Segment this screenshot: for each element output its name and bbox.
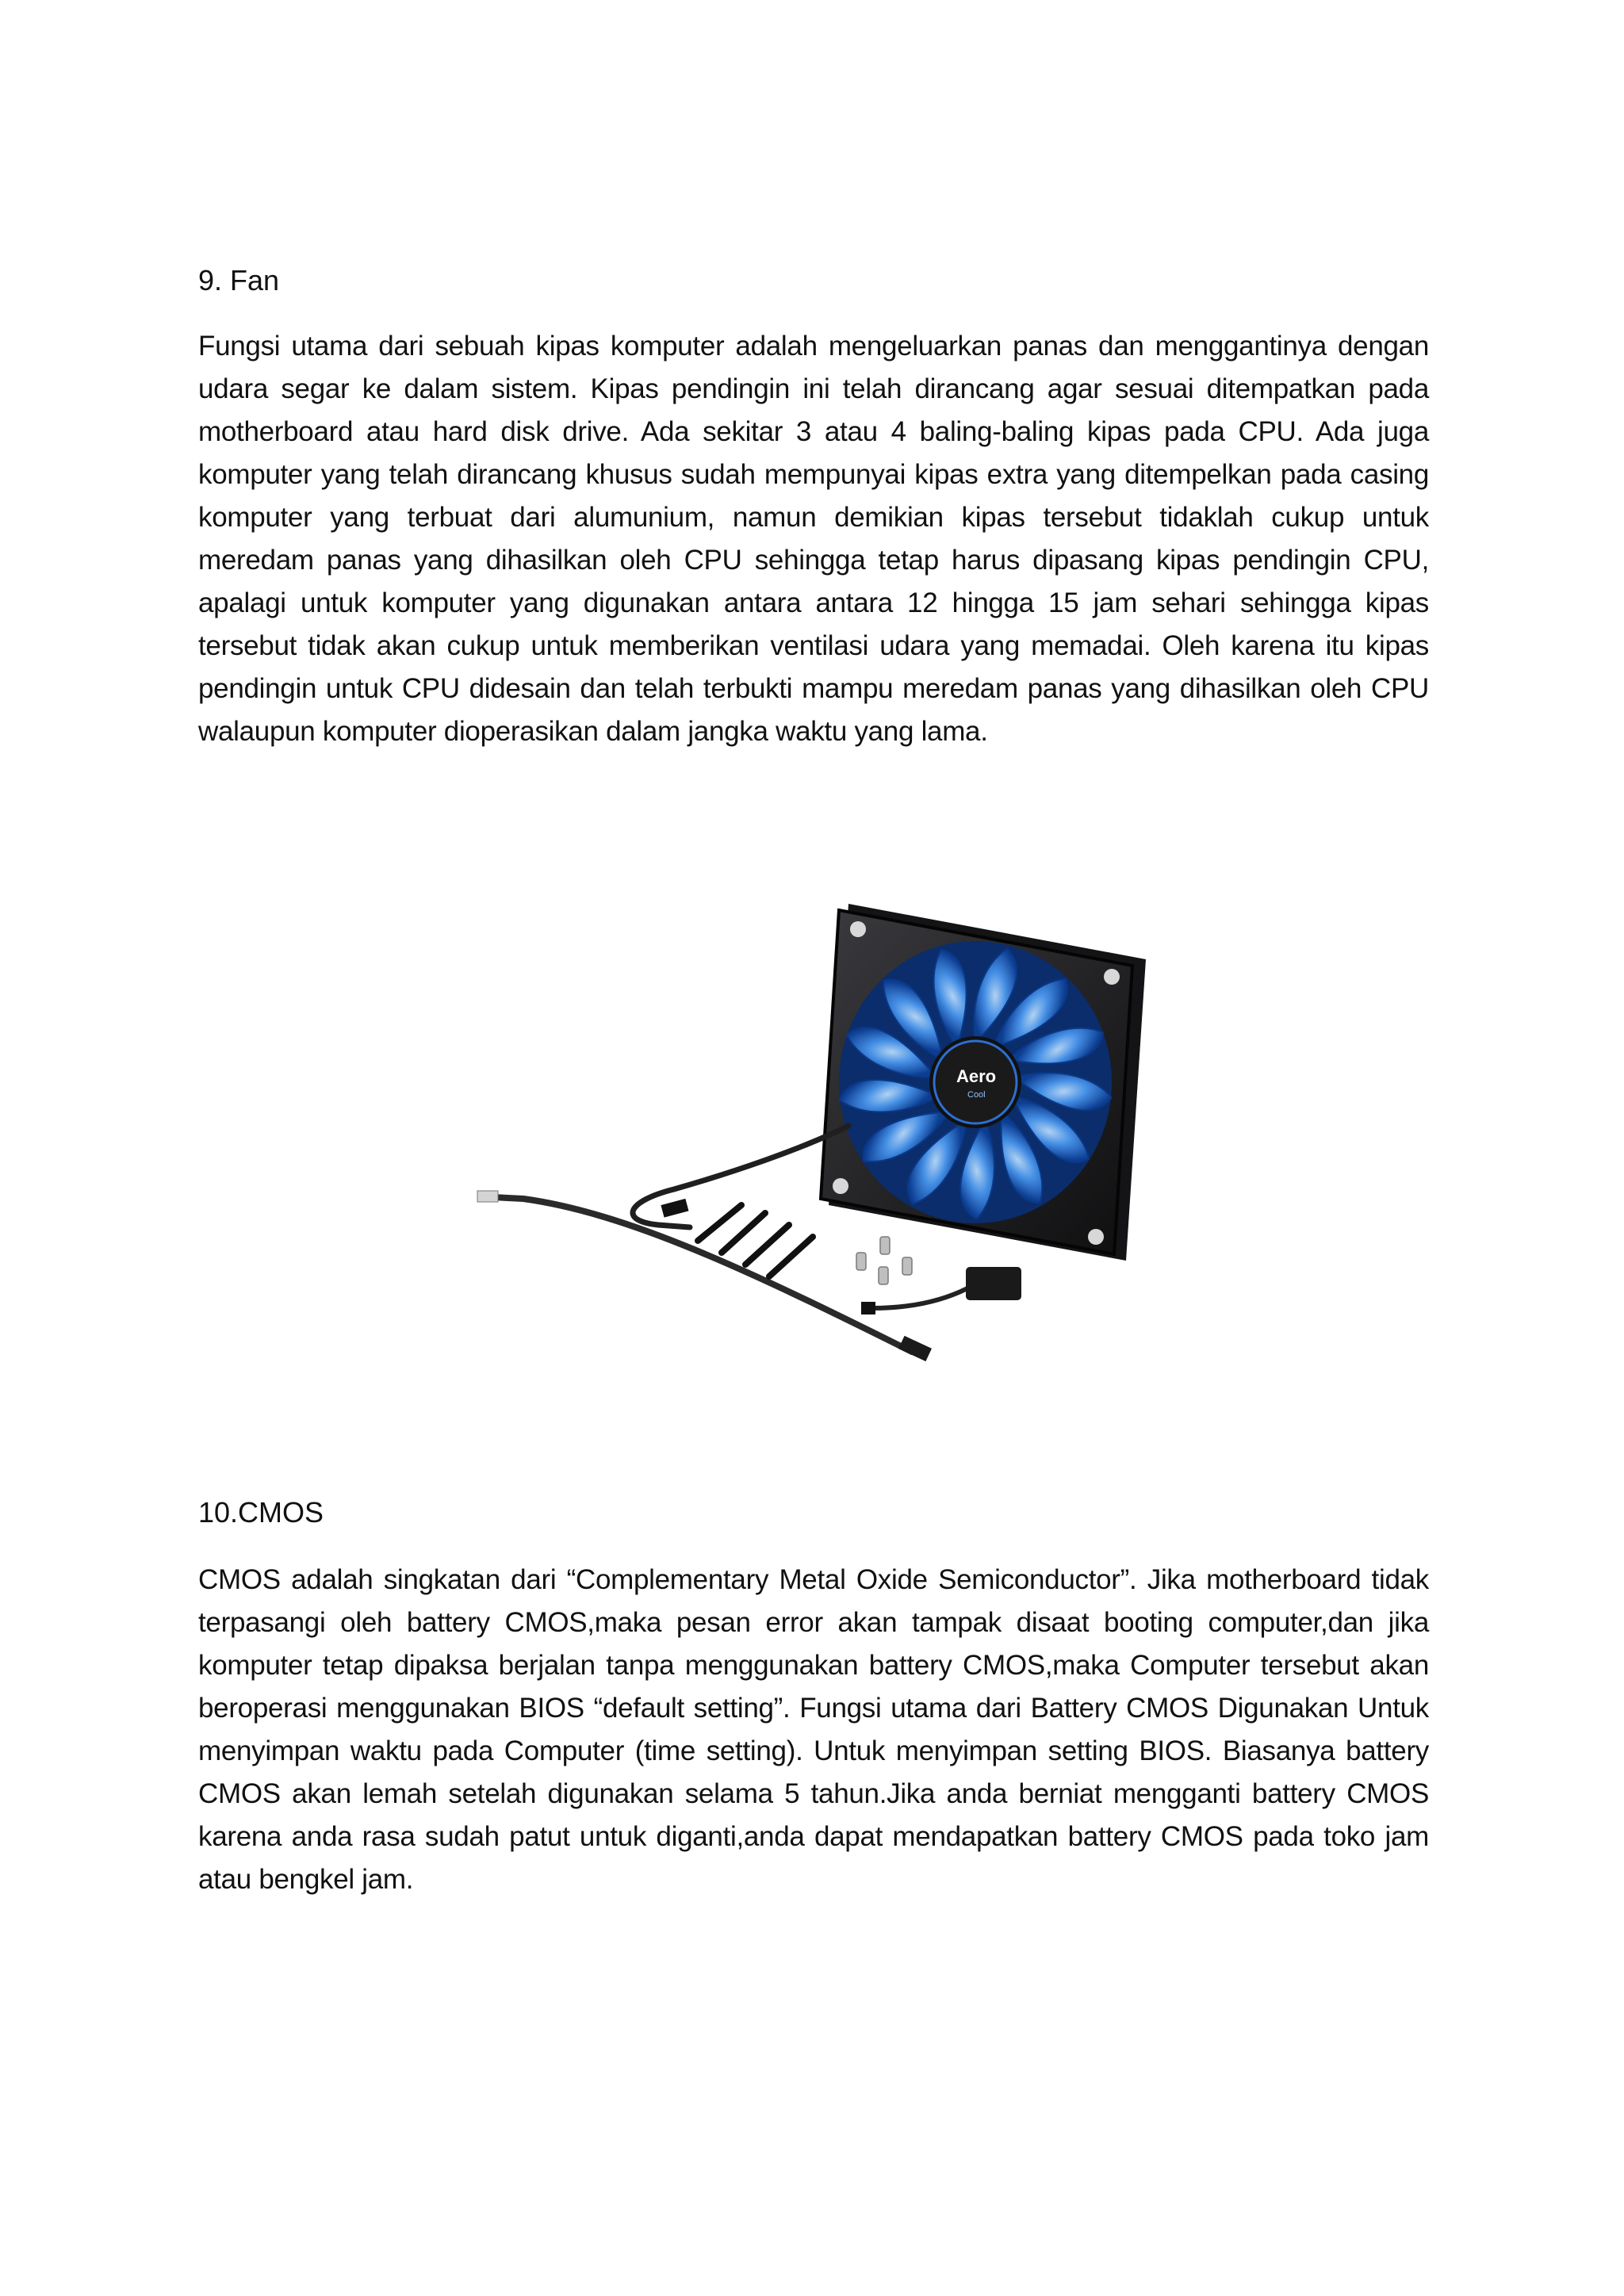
section-heading-cmos: 10.CMOS (198, 1496, 324, 1529)
fan-product-image (468, 888, 1158, 1411)
section-paragraph-cmos: CMOS adalah singkatan dari “Complementary Metal Oxide Semiconductor”. Jika motherboard tidak terpasangi oleh battery CMOS,maka pesan error akan tampak disaat booting computer,dan jika komputer tetap dipaksa berjalan tanpa menggunakan battery CMOS,maka Computer tersebut akan beroperasi menggunakan BIOS “default setting”. Fungsi utama dari Battery CMOS Digunakan Untuk menyimpan waktu pada Computer (time setting). Untuk menyimpan setting BIOS. Biasanya battery CMOS akan lemah setelah digunakan selama 5 tahun.Jika anda berniat mengganti battery CMOS karena anda rasa sudah patut untuk diganti,anda dapat mendapatkan battery CMOS pada toko jam atau bengkel jam. (198, 1564, 1429, 1895)
extension-connector-left (477, 1191, 498, 1202)
fan-logo-text-aero: Aero (956, 1066, 997, 1086)
section-heading-fan: 9. Fan (198, 264, 280, 297)
section-paragraph-fan: Fungsi utama dari sebuah kipas komputer adalah mengeluarkan panas dan menggantinya dengan udara segar ke dalam sistem. Kipas pendingin ini telah dirancang agar sesuai ditempatkan pada motherboard atau hard disk drive. Ada sekitar 3 atau 4 baling-baling kipas pada CPU. Ada juga komputer yang telah dirancang khusus sudah mempunyai kipas extra yang ditempelkan pada casing komputer yang terbuat dari alumunium, namun demikian kipas tersebut tidaklah cukup untuk meredam panas yang dihasilkan oleh CPU sehingga tetap harus dipasang kipas pendingin CPU, apalagi untuk komputer yang digunakan antara antara 12 hingga 15 jam sehari sehingga kipas tersebut tidak akan cukup untuk memberikan ventilasi udara yang memadai. Oleh karena itu kipas pendingin untuk CPU didesain dan telah terbukti mampu meredam panas yang dihasilkan oleh CPU walaupun komputer dioperasikan dalam jangka waktu yang lama. (198, 331, 1429, 747)
extension-cable (492, 1197, 912, 1352)
screws (856, 1237, 912, 1284)
fan-illustration (468, 888, 1158, 1411)
fan-connector (661, 1199, 688, 1218)
fan-logo-text-cool: Cool (967, 1090, 986, 1100)
mounting-pins (698, 1205, 813, 1276)
extension-connector-right (898, 1336, 932, 1361)
